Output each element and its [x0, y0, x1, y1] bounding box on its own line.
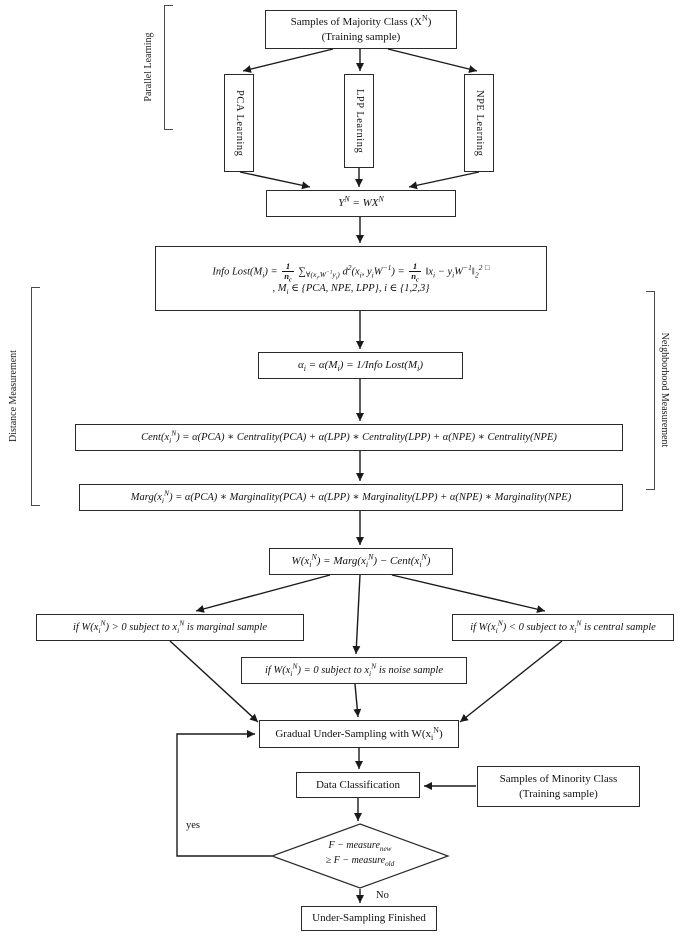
flow-arrow — [355, 684, 358, 717]
gradual-undersampling-box — [259, 720, 459, 748]
minority-class-line2: (Training sample) — [519, 787, 598, 800]
condition-noise-box — [241, 657, 467, 684]
data-classification-label: Data Classification — [315, 778, 400, 791]
centrality-box — [75, 424, 623, 451]
condition-marginal-text: if $W(x_i^N) > 0$ subject to $x_i^N$ is marginal sample — [73, 618, 267, 635]
data-classification-box — [296, 772, 420, 798]
parallel-learning-label: Parallel Learning — [143, 32, 154, 102]
condition-central-text: if $W(x_i^N) < 0$ subject to $x_i^N$ is central sample — [470, 618, 656, 635]
distance-measurement-label: Distance Measurement — [8, 350, 19, 442]
flow-arrow — [196, 575, 330, 611]
condition-central-box — [452, 614, 674, 641]
minority-class-line1: Samples of Minority Class — [499, 773, 618, 786]
flow-arrow — [388, 49, 477, 71]
flow-arrow — [392, 575, 545, 611]
majority-class-line2: (Training sample) — [321, 30, 401, 43]
pca-learning-label: PCA Learning — [233, 89, 245, 157]
decision-text — [290, 839, 430, 868]
weight-formula: $W(x_i^N)$ = $Marg(x_i^N)$ − $Cent(x_i^N)$ — [291, 552, 431, 570]
projection-formula: $Y^N = WX^N$ — [338, 194, 384, 210]
condition-noise-text: if $W(x_i^N) = 0$ subject to $x_i^N$ is noise sample — [264, 661, 443, 678]
alpha-formula: $\alpha_i = \alpha(M_i)$ = 1/Info $Lost(M_i)$ — [298, 359, 423, 374]
flow-arrow — [409, 172, 479, 187]
projection-box — [266, 190, 456, 217]
marginality-formula: $Marg(x_i^N) = \alpha(PCA)$ ∗ Marginality(PCA) + α(LPP) ∗ Marginality(LPP) + α(NPE) ∗ Marginality(NPE) — [130, 488, 572, 505]
centrality-formula: $Cent(x_i^N) = \alpha(PCA)$ ∗ Centrality(PCA) + α(LPP) ∗ Centrality(LPP) + α(NPE) ∗ Centrality(NPE) — [141, 428, 557, 445]
yes-label: yes — [186, 820, 200, 831]
lpp-learning-label: LPP Learning — [353, 88, 365, 154]
decision-line2: ≥ F − measure$_{old}$ — [325, 854, 395, 868]
distance-measurement-bracket — [31, 287, 40, 506]
neighborhood-measurement-label: Neighborhood Measurement — [659, 332, 670, 448]
flow-arrow — [460, 641, 562, 722]
neighborhood-measurement-bracket — [646, 291, 655, 490]
flow-arrow — [356, 575, 360, 654]
pca-learning-box — [224, 74, 254, 172]
alpha-box — [258, 352, 463, 379]
majority-class-box — [265, 10, 457, 49]
weight-box — [269, 548, 453, 575]
info-lost-box — [155, 246, 547, 311]
lpp-learning-box — [344, 74, 374, 168]
info-lost-line1: Info $Lost(M_i)$ = $\frac{1}{n_c}$ $\sum_{\forall(x_i,W^{-1}y_i)}$ $d^2(x_i$, $y_iW^{-1}$) = $\frac{1}{n_c}$ $‖x_i$ − $y_iW^{-1}‖_2^2$ □ — [212, 260, 490, 284]
npe-learning-box — [464, 74, 494, 172]
info-lost-line2: , $M_i$ ∈ {PCA, NPE, LPP}, i ∈ {1,2,3} — [272, 282, 430, 296]
no-label: No — [376, 890, 389, 901]
parallel-learning-bracket — [164, 5, 173, 130]
undersampling-finished-label: Under-Sampling Finished — [312, 912, 426, 925]
flow-arrow — [240, 172, 310, 187]
decision-line1: F − measure$_{new}$ — [328, 840, 392, 853]
npe-learning-label: NPE Learning — [473, 89, 485, 157]
minority-class-box — [477, 766, 640, 807]
marginality-box — [79, 484, 623, 511]
loop-yes-arrow — [177, 734, 272, 856]
undersampling-finished-box — [301, 906, 437, 931]
condition-marginal-box — [36, 614, 304, 641]
flow-arrow — [243, 49, 333, 71]
gradual-undersampling-text: Gradual Under-Sampling with $W(x_i^N)$ — [275, 725, 443, 743]
majority-class-line1: Samples of Majority Class $(X^N)$ — [290, 13, 432, 29]
